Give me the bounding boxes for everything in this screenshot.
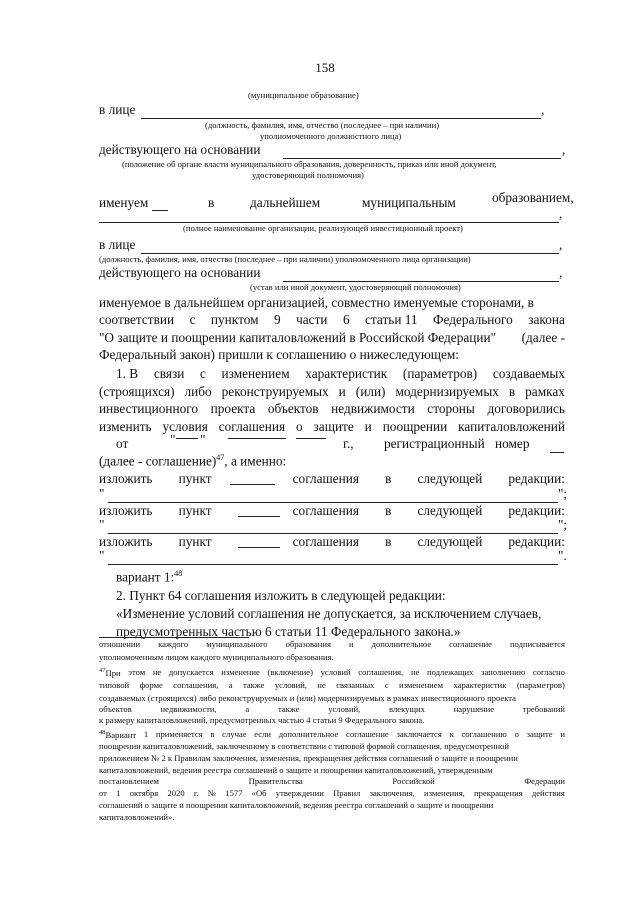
fn-w: подписывается (509, 639, 565, 649)
amend-w: следующей (417, 471, 483, 486)
fn-w: 1 (143, 729, 149, 739)
fn-w: 1577 (225, 788, 243, 798)
fn47-sup: 47 (99, 667, 106, 674)
named-w5: образованием, (492, 190, 574, 205)
fn-w: защите (526, 729, 553, 739)
fn-w: Вариант (105, 729, 137, 740)
fn-w: а (245, 704, 250, 714)
page-number: 158 (315, 60, 335, 75)
amend-2-quote-start: " (99, 517, 105, 532)
item2-text: 2. Пункт 64 соглашения изложить в следующей редакции: (116, 588, 446, 603)
item1-w: соглашения (218, 419, 286, 434)
item1-w: 1. В (116, 366, 139, 381)
amend-3-text-line (108, 564, 558, 565)
rep1-comma: , (541, 102, 545, 117)
item1-w: (параметров) (402, 366, 478, 381)
date-quote-close: " (200, 432, 206, 447)
item1-line3 (99, 401, 565, 417)
quote-line-1: «Изменение условий соглашения не допускается, за исключением случаев, (116, 606, 542, 621)
date-month-line (228, 438, 286, 439)
fn-w: (включение) (267, 667, 313, 677)
rep2-label: в лице (99, 237, 136, 252)
date-year-line (296, 438, 326, 439)
date-year-suffix: г., (343, 436, 354, 451)
footnote-48-line5 (99, 776, 565, 786)
fn-w: соглашение (449, 639, 492, 649)
basis1-hint: (положение об органе власти муниципального образования, доверенность, приказ или иной документ, (122, 159, 497, 169)
municipal-formation-caption: (муниципальное образование) (248, 90, 359, 100)
rep1-hint: (должность, фамилия, имя, отчество (последнее – при наличии) (205, 120, 440, 130)
item1-w: (или) (355, 384, 386, 399)
fn-w: также (242, 680, 265, 690)
fn-w: и (348, 639, 354, 649)
fn-w: не (152, 667, 162, 677)
amend-w: в (385, 534, 392, 549)
fn-w: применяется (155, 729, 203, 739)
fn-w: соглашения, (173, 680, 219, 690)
amend-3-quote-start: " (99, 548, 105, 563)
basis1-hint-2: удостоверяющий полномочия) (252, 170, 364, 180)
amend-row-1 (99, 471, 565, 487)
item1-w: связи (153, 366, 185, 381)
item1-w: стороны (427, 401, 475, 416)
item1-w: защите (313, 419, 354, 434)
fn-w: (параметров) (516, 680, 565, 690)
item1-w: рамках (525, 384, 565, 399)
basis2-comma: , (559, 265, 563, 280)
org-name-hint: (полное наименование организации, реализующей инвестиционный проект) (183, 223, 463, 233)
item1-w: характеристик (305, 366, 388, 381)
amend-3-point-line (238, 547, 280, 548)
amend-w: редакции: (508, 503, 565, 518)
footnote-48-line2: поощрении капиталовложений, заключенному в соответствии с типовой формой соглашения, предусмотренной (99, 741, 509, 751)
fn-w: При (105, 667, 121, 678)
basis1-comma: , (562, 142, 566, 157)
para1-l2-w: части (296, 312, 328, 327)
footnote-48-line3: приложением № 2 к Правилам заключения, изменения, прекращения действия соглашений о защите и поощрении (99, 753, 518, 763)
fn-w: дополнительное (371, 639, 432, 649)
footnote-cont-line1 (99, 639, 565, 649)
fn-w: и (560, 729, 565, 739)
para1-l2-w: Федерального (433, 312, 513, 327)
para1-l3-b: (далее - (521, 330, 565, 345)
item1-w: объектов (267, 401, 319, 416)
footnote-cont-line2: уполномоченным лицом каждого муниципального образования. (99, 652, 334, 662)
amend-w: соглашения (292, 503, 360, 518)
footnote-47-line3: создаваемых (строящихся) либо реконструируемых и (или) модернизируемых в рамках инвестиционного проекта (99, 693, 516, 703)
fn-w: изменением (399, 680, 444, 690)
footnote-48-line7: соглашений о защите и поощрении капиталовложений, ведения реестра соглашений о защите и поощрении (99, 800, 494, 810)
item1-w: проекта (210, 401, 256, 416)
date-quote-open: " (170, 432, 176, 447)
item1-w: и (338, 384, 346, 399)
footnote-47-line2 (99, 680, 565, 690)
amend-w: в (385, 503, 392, 518)
amend-w: соглашения (292, 471, 360, 486)
fn48-sup: 48 (99, 729, 106, 736)
footnote-48-line8: капиталовложений». (99, 812, 175, 822)
amend-w: соглашения (292, 534, 360, 549)
amend-w: пункт (178, 534, 212, 549)
basis2-hint: (устав или иной документ, удостоверяющий полномочия) (250, 282, 461, 292)
fn-w: объектов (99, 704, 132, 714)
item1-line4 (99, 419, 565, 435)
fn-w: Правил (333, 788, 361, 798)
footnote-47-line1 (99, 667, 565, 678)
date-from-label: от (116, 436, 129, 451)
fn-w: заключается (396, 729, 442, 739)
amend-w: следующей (417, 534, 483, 549)
para1-l2-w: закона (528, 312, 565, 327)
fn-w: октября (129, 788, 159, 798)
rep1-fill-line (141, 118, 541, 119)
fn-w: не (317, 680, 326, 690)
item1-w: поощрении (382, 419, 448, 434)
fn-w: условий, (274, 680, 307, 690)
fn-w: г. (193, 788, 199, 798)
fn-w: 2020 (167, 788, 185, 798)
item1-w: изменить (99, 419, 152, 434)
fn-w: муниципального (206, 639, 268, 649)
footnote-47-line5: к размеру капиталовложений, предусмотренных частью 4 статьи 9 Федерального закона. (99, 715, 425, 725)
para1-l2-w: соответствии (99, 312, 175, 327)
fn-w: подлежащих (427, 667, 474, 677)
fn-w: условий, (328, 704, 361, 714)
fn-w: случае (222, 729, 247, 739)
para1-l2-w: с (189, 312, 196, 327)
fn-w: с (384, 680, 389, 690)
fn-w: прекращения (474, 788, 523, 798)
fn-w: соглашение (346, 729, 389, 739)
footnote-separator (99, 637, 249, 638)
quote-line-2: предусмотренных частью 6 статьи 11 Федерального закона.» (116, 624, 461, 639)
item1-w: изменением (221, 366, 290, 381)
fn-w: № (207, 788, 217, 798)
rep1-label: в лице (99, 102, 136, 117)
reg-number-label: номер (495, 436, 530, 451)
fn-w: соглашению (461, 729, 507, 739)
fn-w: заполнению (481, 667, 526, 677)
amend-2-point-line (238, 516, 280, 517)
fn-w: также (277, 704, 300, 714)
fn-w: постановлением (99, 776, 159, 786)
amend-w: изложить (99, 534, 153, 549)
footnote-48-line4: капиталовложений, ведения реестра соглашений о защите и поощрении капиталовложений, утвержденным (99, 765, 493, 775)
item1-w: создаваемых (492, 366, 565, 381)
fn-w: связанных (336, 680, 375, 690)
item1-l6-tail: , а именно: (224, 453, 287, 469)
fn-w: условий (320, 667, 351, 677)
amend-row-3 (99, 534, 565, 550)
item1-l6-text: (далее - соглашение) (99, 453, 217, 469)
item1-w: либо (184, 384, 212, 399)
para1-line4: Федеральный закон) пришли к соглашению о нижеследующем: (99, 347, 459, 362)
fn-w: соглашения, (358, 667, 404, 677)
rep2-comma: , (559, 237, 563, 252)
reg-label: регистрационный (384, 436, 485, 451)
para1-l2-w: 6 (342, 312, 350, 327)
fn-w: этом (128, 667, 146, 677)
fn-w: дополнительное (278, 729, 339, 739)
fn-w: согласно (532, 667, 565, 677)
basis1-label: действующего на основании (99, 142, 261, 157)
footnote-ref-48: 48 (174, 569, 183, 578)
amend-w: изложить (99, 471, 153, 486)
para1-line1: именуемое в дальнейшем организацией, совместно именуемые сторонами, в (99, 295, 534, 310)
fn-w: каждого (158, 639, 189, 649)
amend-1-quote-end: "; (558, 486, 568, 501)
fn-w: 1 (116, 788, 121, 798)
para1-line3 (99, 330, 565, 346)
item1-w: о (296, 419, 303, 434)
fn-w: а (228, 680, 233, 690)
fn48-num (99, 729, 136, 740)
named-gender-line (152, 210, 168, 211)
item1-w: модернизируемых (395, 384, 499, 399)
item1-w: и (364, 419, 372, 434)
rep2-hint: (должность, фамилия, имя, отчество (последнее – при наличии) уполномоченного лица организации) (99, 254, 471, 264)
named-w1: именуем (99, 195, 149, 210)
named-w2: в (208, 195, 215, 210)
fn-w: не (410, 667, 420, 677)
fn-w: действия (531, 788, 565, 798)
fn-w: Правительства (248, 776, 303, 786)
fn-w: к (449, 729, 454, 739)
amend-row-2 (99, 503, 565, 519)
item1-line2 (99, 384, 565, 400)
amend-2-quote-end: "; (558, 517, 568, 532)
fn-w: образования (285, 639, 331, 649)
fn-w: о (514, 729, 519, 739)
fn-w: требований (522, 704, 565, 714)
item1-w: в (508, 384, 516, 399)
amend-1-point-line (230, 484, 275, 485)
named-w4: муниципальным (362, 195, 456, 210)
fn-w: влекущих (389, 704, 425, 714)
fn-w: утверждении (275, 788, 324, 798)
fn-w: изменение (221, 667, 260, 677)
fn47-num (99, 667, 121, 678)
item1-w: (строящихся) (99, 384, 175, 399)
basis2-label: действующего на основании (99, 265, 261, 280)
item1-w: инвестиционного (99, 401, 199, 416)
amend-w: редакции: (508, 534, 565, 549)
rep1-hint-2: уполномоченного должностного лица) (260, 131, 402, 141)
amend-w: изложить (99, 503, 153, 518)
item1-w: реконструируемых (221, 384, 329, 399)
fn-w: «Об (251, 788, 267, 798)
org-name-comma: , (559, 206, 563, 221)
para1-l2-w: статьи 11 (365, 312, 418, 327)
para1-l3-a: "О защите и поощрении капиталовложений в Российской Федерации" (99, 330, 497, 345)
fn-w: характеристик (453, 680, 507, 690)
amend-1-quote-start: " (99, 486, 105, 501)
item1-w: недвижимости (331, 401, 415, 416)
footnote-47-line4 (99, 704, 565, 714)
item1-w: условия (162, 419, 208, 434)
fn-w: Российской (392, 776, 435, 786)
item1-w: договорились (487, 401, 565, 416)
variant-text: вариант 1: (116, 569, 175, 585)
reg-number-line (550, 452, 564, 453)
fn-w: допускается (168, 667, 214, 677)
amend-w: следующей (417, 503, 483, 518)
footnote-48-line6 (99, 788, 565, 798)
fn-w: от (99, 788, 107, 798)
item1-line6 (99, 453, 286, 469)
para1-l2-w: пунктом (210, 312, 259, 327)
item1-line1 (116, 366, 565, 382)
amend-w: в (385, 471, 392, 486)
fn-w: нарушение (453, 704, 495, 714)
fn-w: в (210, 729, 215, 739)
fn-w: изменения, (423, 788, 465, 798)
fn-w: недвижимости, (160, 704, 217, 714)
item1-w: с (199, 366, 206, 381)
amend-w: пункт (178, 503, 212, 518)
named-w3: дальнейшем (250, 195, 321, 210)
para1-line2 (99, 312, 565, 328)
fn-w: форме (139, 680, 163, 690)
fn-w: отношении (99, 639, 141, 649)
item1-w: капиталовложений (458, 419, 565, 434)
footnote-48-line1 (99, 729, 565, 740)
amend-3-quote-end: ". (558, 548, 567, 563)
fn-w: заключения, (369, 788, 415, 798)
para1-l2-w: 9 (273, 312, 281, 327)
footnote-ref-47: 47 (216, 453, 225, 462)
fn-w: Федерации (524, 776, 565, 786)
amend-w: редакции: (508, 471, 565, 486)
fn-w: если (254, 729, 271, 739)
variant-label (116, 569, 182, 585)
date-day-line (176, 438, 198, 439)
amend-w: пункт (178, 471, 212, 486)
fn-w: типовой (99, 680, 130, 690)
